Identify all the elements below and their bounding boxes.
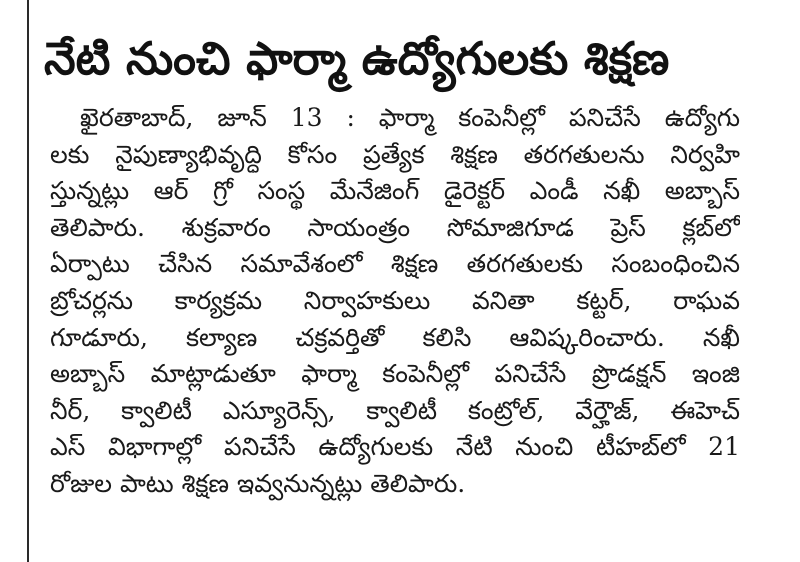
article-line: గూడూరు, కల్యాణ చక్రవర్తితో కలిసి ఆవిష్కరించారు. నఖీ (50, 322, 740, 352)
article-line: రోజుల పాటు శిక్షణ ఇవ్వనున్నట్లు తెలిపారు. (50, 468, 466, 498)
article-line: ఖైరతాబాద్, జూన్ 13 : ఫార్మా కంపెనీల్లో పనిచేసే ఉద్యోగు (80, 103, 740, 132)
column-divider (27, 0, 29, 562)
article-line: ఏర్పాటు చేసిన సమావేశంలో శిక్షణ తరగతులకు సంబంధించిన (50, 249, 740, 279)
article-line: ఎస్ విభాగాల్లో పనిచేసే ఉద్యోగులకు నేటి నుంచి టీహబ్‌లో 21 (50, 432, 740, 462)
article-line: స్తున్నట్లు ఆర్ గ్రో సంస్థ మేనేజింగ్ డైరెక్టర్ ఎండీ నఖీ అబ్బాస్ (50, 176, 740, 206)
previous-article-fragment (60, 0, 740, 8)
article-line: అబ్బాస్ మాట్లాడుతూ ఫార్మా కంపెనీల్లో పనిచేసే ప్రొడక్షన్ ఇంజి (50, 359, 740, 389)
article-line: లకు నైపుణ్యాభివృద్ధి కోసం ప్రత్యేక శిక్షణ తరగతులను నిర్వహి (50, 139, 740, 169)
article-line: బ్రోచర్లను కార్యక్రమ నిర్వాహకులు వనితా కట్టర్, రాఘవ (50, 285, 740, 315)
article-body (50, 100, 740, 503)
article-line: నీర్, క్వాలిటీ ఎస్యూరెన్స్, క్వాలిటీ కంట్రోల్, వేర్హౌజ్, ఈహెచ్ (50, 395, 740, 425)
article-line: తెలిపారు. శుక్రవారం సాయంత్రం సోమాజిగూడ ప్రెస్ క్లబ్‌లో (50, 212, 740, 242)
headline: నేటి నుంచి ఫార్మా ఉద్యోగులకు శిక్షణ (44, 32, 670, 85)
